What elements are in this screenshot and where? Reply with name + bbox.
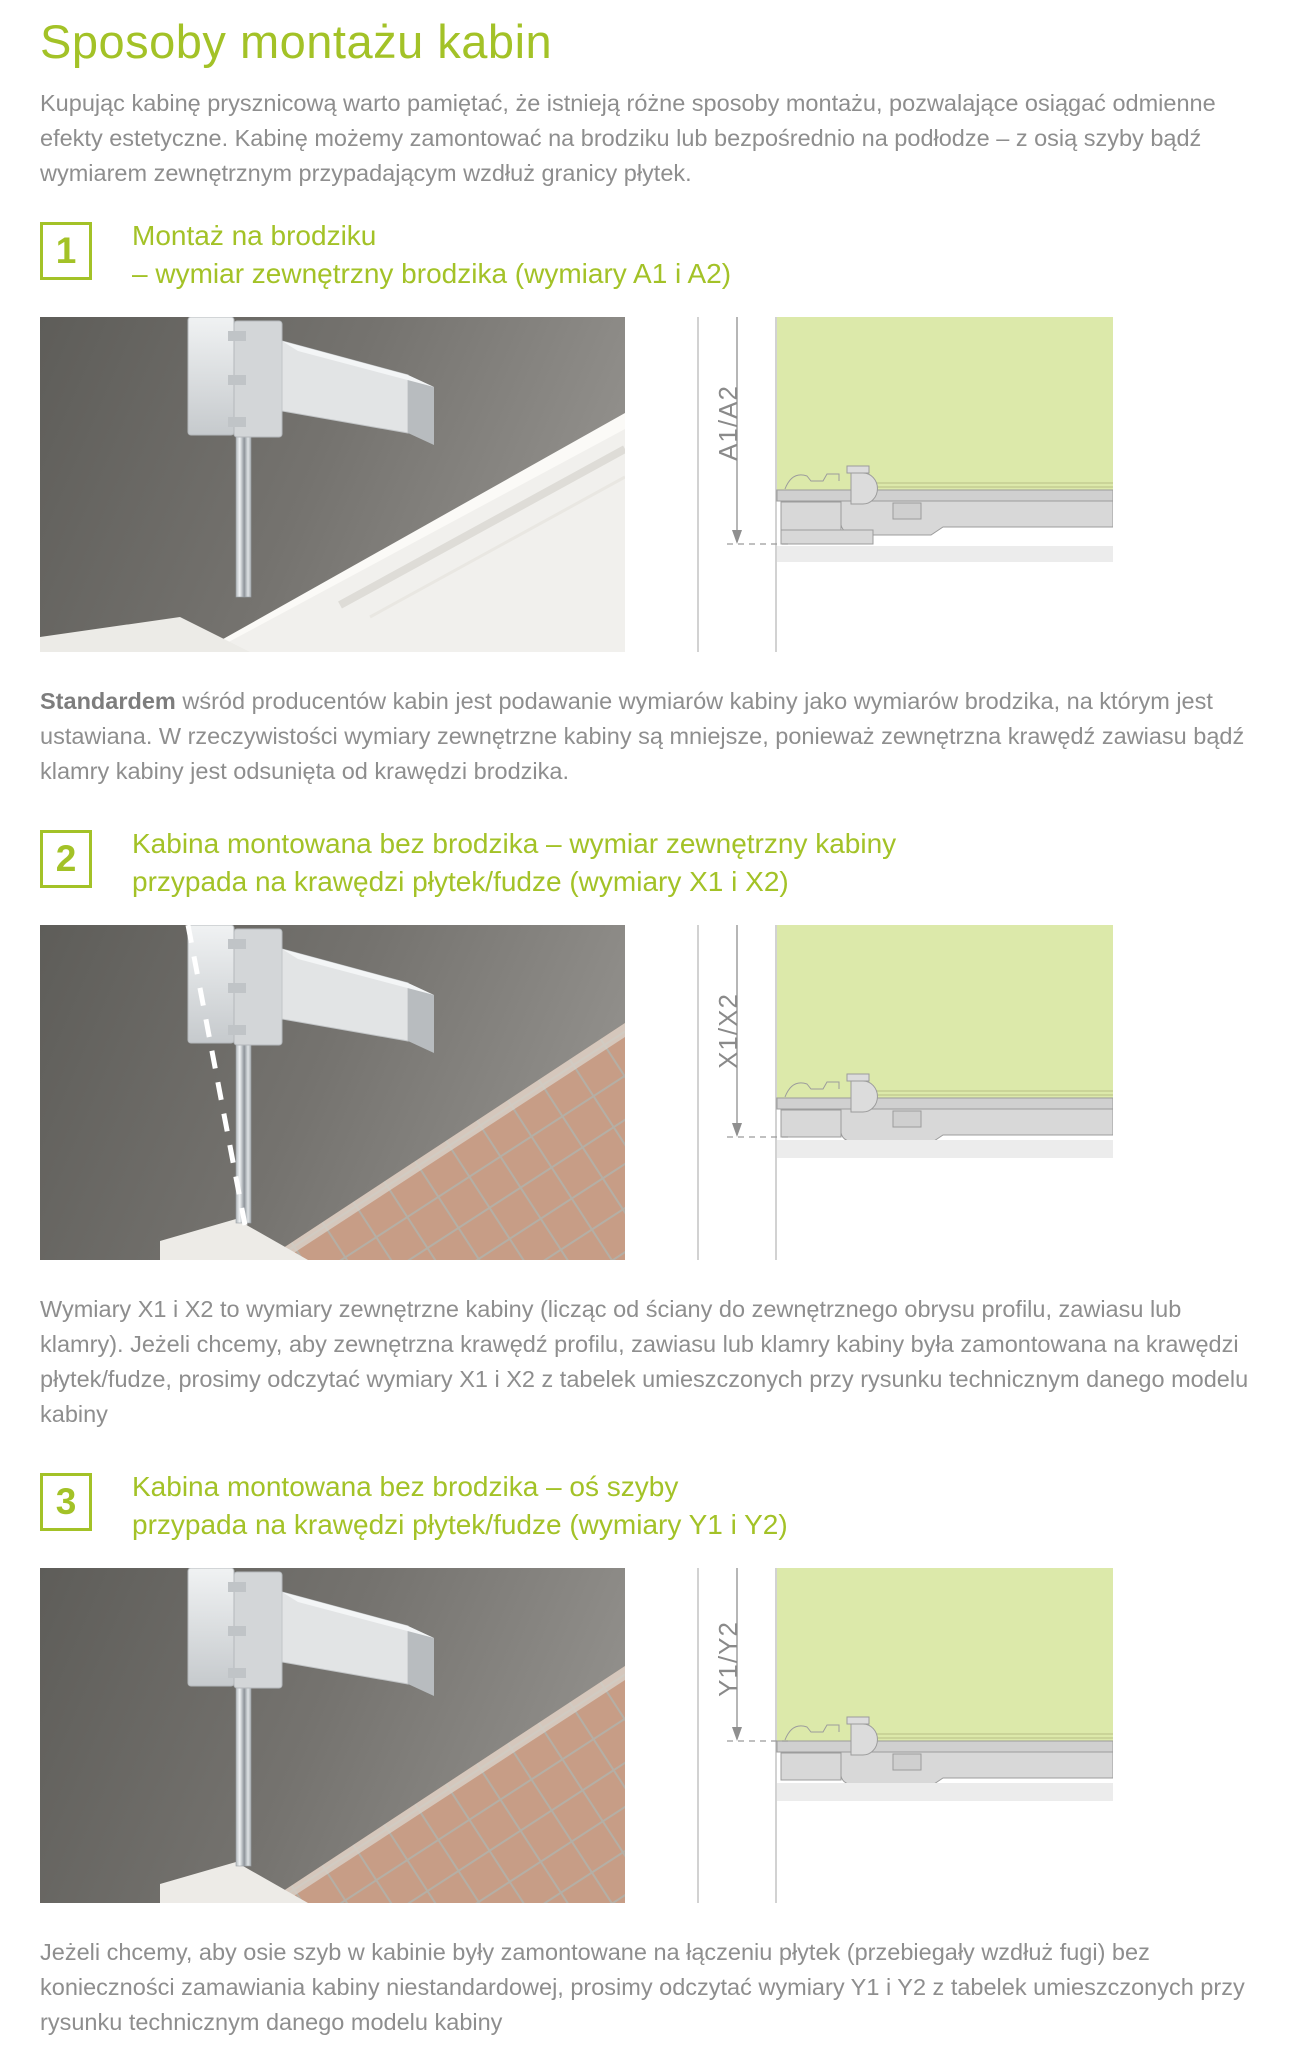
section-3-figures: [40, 1568, 1262, 1903]
section-1-number-box: [40, 222, 92, 280]
section-3-note: [40, 1935, 1262, 2040]
glass-panel-area: [777, 317, 1113, 490]
section-3-header: [40, 1468, 1262, 1544]
section-1-header: [40, 217, 1262, 293]
section-3-title: [132, 1468, 788, 1544]
section-2-figures: [40, 925, 1262, 1260]
dimension-label: Y1/Y2: [713, 1620, 743, 1697]
section-title-line1: Montaż na brodziku: [132, 219, 377, 251]
note-text: wśród producentów kabin jest podawanie wymiarów kabiny jako wymiarów brodzika, na którym jest ustawiana. W rzeczywistości wymiary zewnętrzne kabiny są mniejsze, ponieważ zewnętrzna krawędź zawiasu bądź klamry kabiny jest odsunięta od krawędzi brodzika.: [40, 687, 1245, 784]
glass-panel-area: [777, 925, 1113, 1098]
section-1-figures: [40, 317, 1262, 652]
section-1-title: [132, 217, 731, 293]
section-2-header: [40, 825, 1262, 901]
dimension-label: A1/A2: [713, 384, 743, 461]
tiled-floor-photo: [40, 1568, 625, 1903]
section-number: 1: [55, 229, 77, 271]
note-text: Jeżeli chcemy, aby osie szyb w kabinie były zamontowane na łączeniu płytek (przebiegały wzdłuż fugi) bez konieczności zamawiania kabiny niestandardowej, prosimy odczytać wymiary Y1 i Y2 z tabelek umieszczonych przy rysunku technicznym danego modelu kabiny: [40, 1938, 1245, 2035]
section-title-line1: Kabina montowana bez brodzika – oś szyby: [132, 1470, 679, 1502]
section-title-line2: przypada na krawędzi płytek/fudze (wymiary X1 i X2): [132, 865, 789, 897]
intro-paragraph: Kupując kabinę prysznicową warto pamiętać, że istnieją różne sposoby montażu, pozwalające osiągać odmienne efekty estetyczne. Kabinę możemy zamontować na brodziku lub bezpośrednio na podłodze – z osią szyby bądź wymiarem zewnętrznym przypadającym wzdłuż granicy płytek.: [40, 89, 1216, 186]
tiled-floor-photo-with-axis: [40, 925, 625, 1260]
section-1-note: [40, 684, 1262, 789]
shower-tray-photo: [40, 317, 625, 652]
diagram-drawing: [697, 317, 1113, 652]
tiled-floor-photo-illustration: [40, 1568, 625, 1903]
section-title-line2: przypada na krawędzi płytek/fudze (wymiary Y1 i Y2): [132, 1508, 788, 1540]
tiled-floor-photo-illustration: [40, 925, 625, 1260]
shower-tray-photo-illustration: [40, 317, 625, 652]
section-title-line2: – wymiar zewnętrzny brodzika (wymiary A1 i A2): [132, 257, 732, 289]
note-text: Wymiary X1 i X2 to wymiary zewnętrzne kabiny (licząc od ściany do zewnętrznego obrysu profilu, zawiasu lub klamry). Jeżeli chcemy, aby zewnętrzna krawędź profilu, zawiasu lub klamry kabiny była zamontowana na krawędzi płytek/fudze, prosimy odczytać wymiary X1 i X2 z tabelek umieszczonych przy rysunku technicznym danego modelu kabiny: [40, 1295, 1249, 1427]
page-title: Sposoby montażu kabin: [40, 15, 553, 68]
glass-panel-area: [777, 1568, 1113, 1741]
section-3-number-box: [40, 1473, 92, 1531]
mounting-diagram-a1a2: [697, 317, 1113, 652]
diagram-drawing: [697, 1568, 1113, 1903]
mounting-diagram-x1x2: [697, 925, 1113, 1260]
section-title-line1: Kabina montowana bez brodzika – wymiar zewnętrzny kabiny: [132, 827, 897, 859]
section-2-number-box: [40, 830, 92, 888]
section-number: 2: [55, 837, 77, 879]
dimension-label: X1/X2: [713, 992, 743, 1069]
note-lead-word: Standardem: [40, 687, 176, 714]
section-2-title: [132, 825, 896, 901]
section-2-note: [40, 1292, 1262, 1432]
section-number: 3: [55, 1480, 77, 1522]
diagram-drawing: [697, 925, 1113, 1260]
mounting-diagram-y1y2: [697, 1568, 1113, 1903]
